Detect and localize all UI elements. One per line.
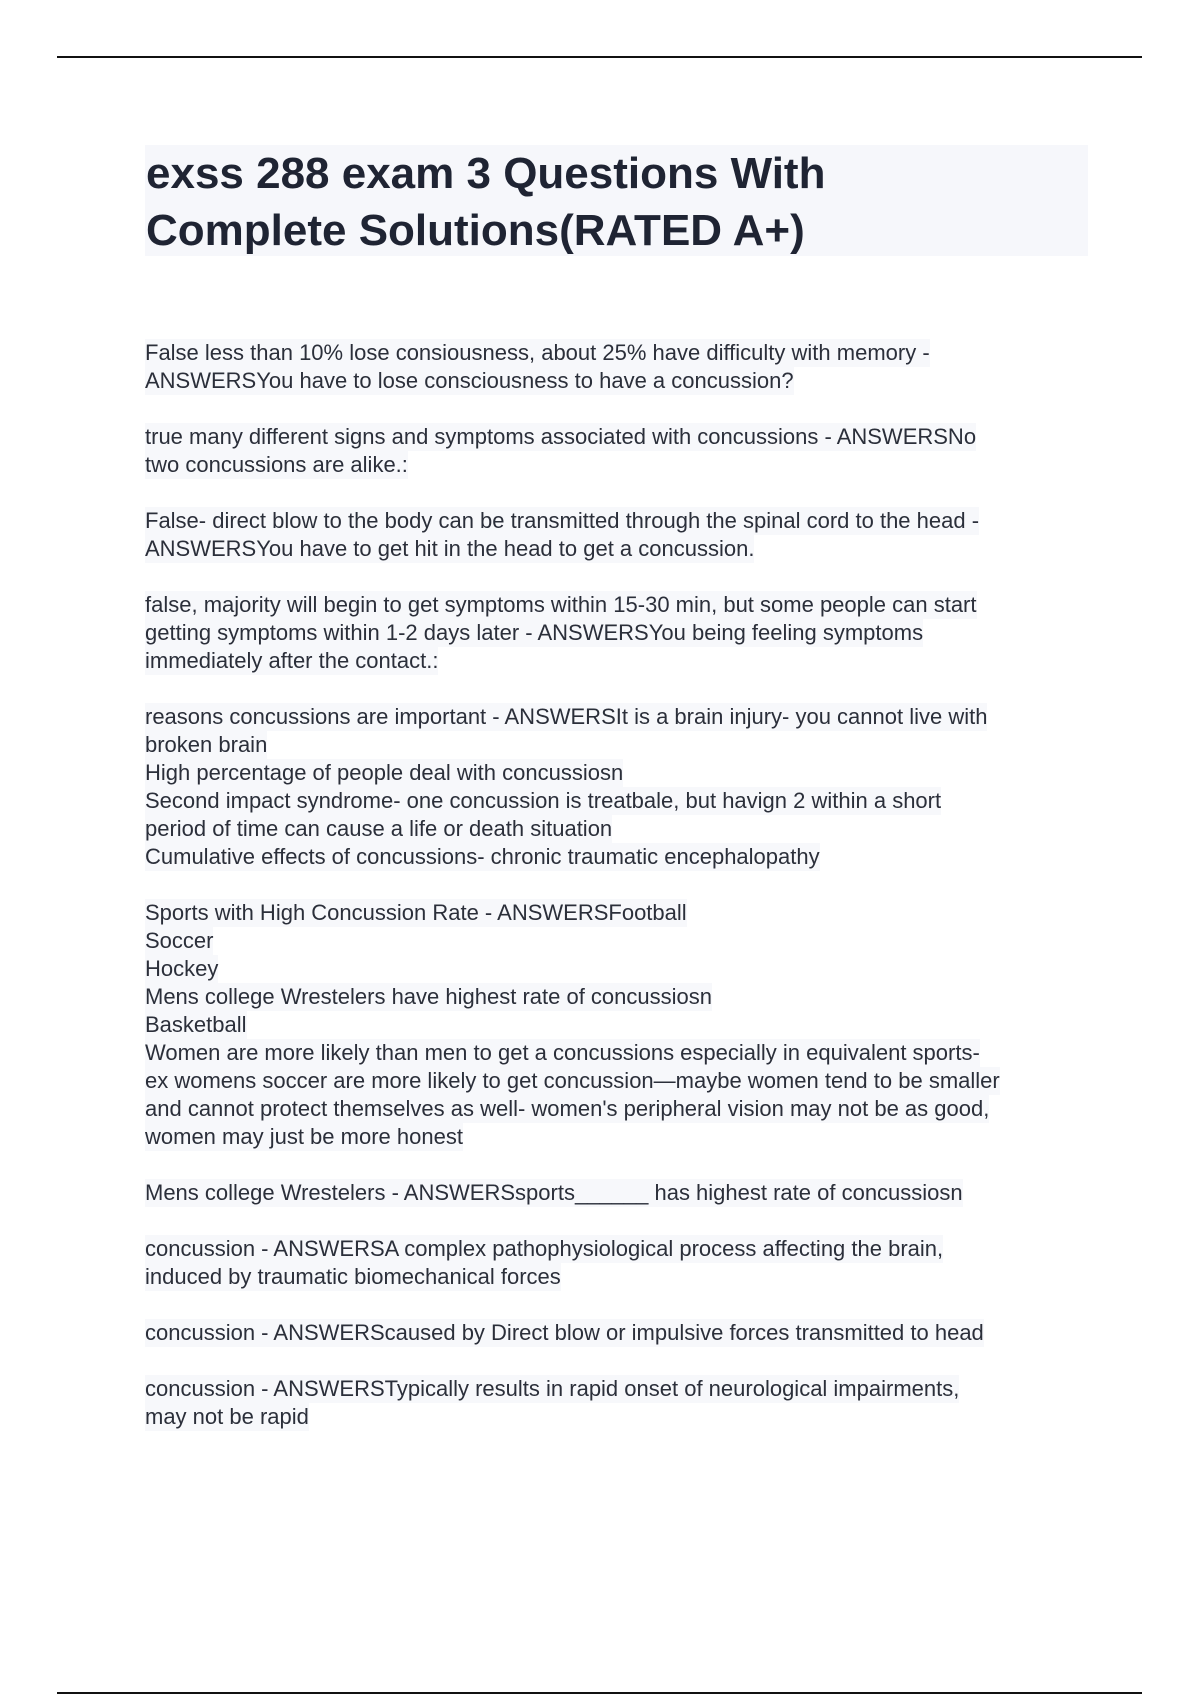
qa-entry-line: False- direct blow to the body can be transmitted through the spinal cord to the head - bbox=[145, 508, 980, 533]
qa-entry-line: concussion - ANSWERScaused by Direct blow or impulsive forces transmitted to head bbox=[145, 1320, 984, 1345]
qa-entry-line: Soccer bbox=[145, 928, 214, 953]
top-rule bbox=[57, 56, 1142, 58]
qa-entry-line: concussion - ANSWERSA complex pathophysiological process affecting the brain, bbox=[145, 1236, 944, 1261]
qa-entry bbox=[145, 1235, 1090, 1291]
qa-entry-line: reasons concussions are important - ANSWERSIt is a brain injury- you cannot live with bbox=[145, 704, 988, 729]
qa-entry-line: concussion - ANSWERSTypically results in rapid onset of neurological impairments, bbox=[145, 1376, 960, 1401]
qa-entry-line: Mens college Wrestelers - ANSWERSsports______ has highest rate of concussiosn bbox=[145, 1180, 963, 1205]
qa-entry bbox=[145, 339, 1090, 395]
qa-entry-line: period of time can cause a life or death situation bbox=[145, 816, 613, 841]
qa-entry-line: ANSWERSYou have to lose consciousness to have a concussion? bbox=[145, 368, 794, 393]
qa-entry-line: induced by traumatic biomechanical forces bbox=[145, 1264, 561, 1289]
qa-entry-line: two concussions are alike.: bbox=[145, 452, 408, 477]
qa-entry-line: immediately after the contact.: bbox=[145, 648, 439, 673]
qa-entry-line: false, majority will begin to get symptoms within 15-30 min, but some people can start bbox=[145, 592, 977, 617]
qa-entry-line: getting symptoms within 1-2 days later - ANSWERSYou being feeling symptoms bbox=[145, 620, 924, 645]
qa-entry-line: False less than 10% lose consiousness, about 25% have difficulty with memory - bbox=[145, 340, 930, 365]
qa-entry-line: women may just be more honest bbox=[145, 1124, 463, 1149]
qa-entry bbox=[145, 591, 1090, 675]
bottom-rule bbox=[57, 1692, 1142, 1694]
qa-entry-line: Hockey bbox=[145, 956, 219, 981]
qa-list bbox=[145, 339, 1090, 1459]
document-title: exss 288 exam 3 Questions With Complete Solutions(RATED A+) bbox=[146, 149, 826, 255]
qa-entry-line: Cumulative effects of concussions- chronic traumatic encephalopathy bbox=[145, 844, 820, 869]
qa-entry-line: may not be rapid bbox=[145, 1404, 309, 1429]
qa-entry bbox=[145, 1179, 1090, 1207]
qa-entry-line: true many different signs and symptoms associated with concussions - ANSWERSNo bbox=[145, 424, 977, 449]
qa-entry bbox=[145, 1375, 1090, 1431]
qa-entry bbox=[145, 899, 1090, 1151]
qa-entry-line: and cannot protect themselves as well- women's peripheral vision may not be as good, bbox=[145, 1096, 990, 1121]
qa-entry bbox=[145, 1319, 1090, 1347]
qa-entry-line: Sports with High Concussion Rate - ANSWERSFootball bbox=[145, 900, 687, 925]
qa-entry-line: Basketball bbox=[145, 1012, 247, 1037]
qa-entry bbox=[145, 703, 1090, 871]
qa-entry-line: Second impact syndrome- one concussion is treatbale, but havign 2 within a short bbox=[145, 788, 942, 813]
qa-entry-line: Women are more likely than men to get a concussions especially in equivalent sports- bbox=[145, 1040, 980, 1065]
qa-entry-line: Mens college Wrestelers have highest rate of concussiosn bbox=[145, 984, 712, 1009]
title-block bbox=[145, 145, 1088, 256]
qa-entry bbox=[145, 423, 1090, 479]
qa-entry-line: broken brain bbox=[145, 732, 268, 757]
qa-entry-line: High percentage of people deal with concussiosn bbox=[145, 760, 624, 785]
qa-entry-line: ANSWERSYou have to get hit in the head to get a concussion. bbox=[145, 536, 755, 561]
qa-entry-line: ex womens soccer are more likely to get concussion—maybe women tend to be smaller bbox=[145, 1068, 1000, 1093]
qa-entry bbox=[145, 507, 1090, 563]
